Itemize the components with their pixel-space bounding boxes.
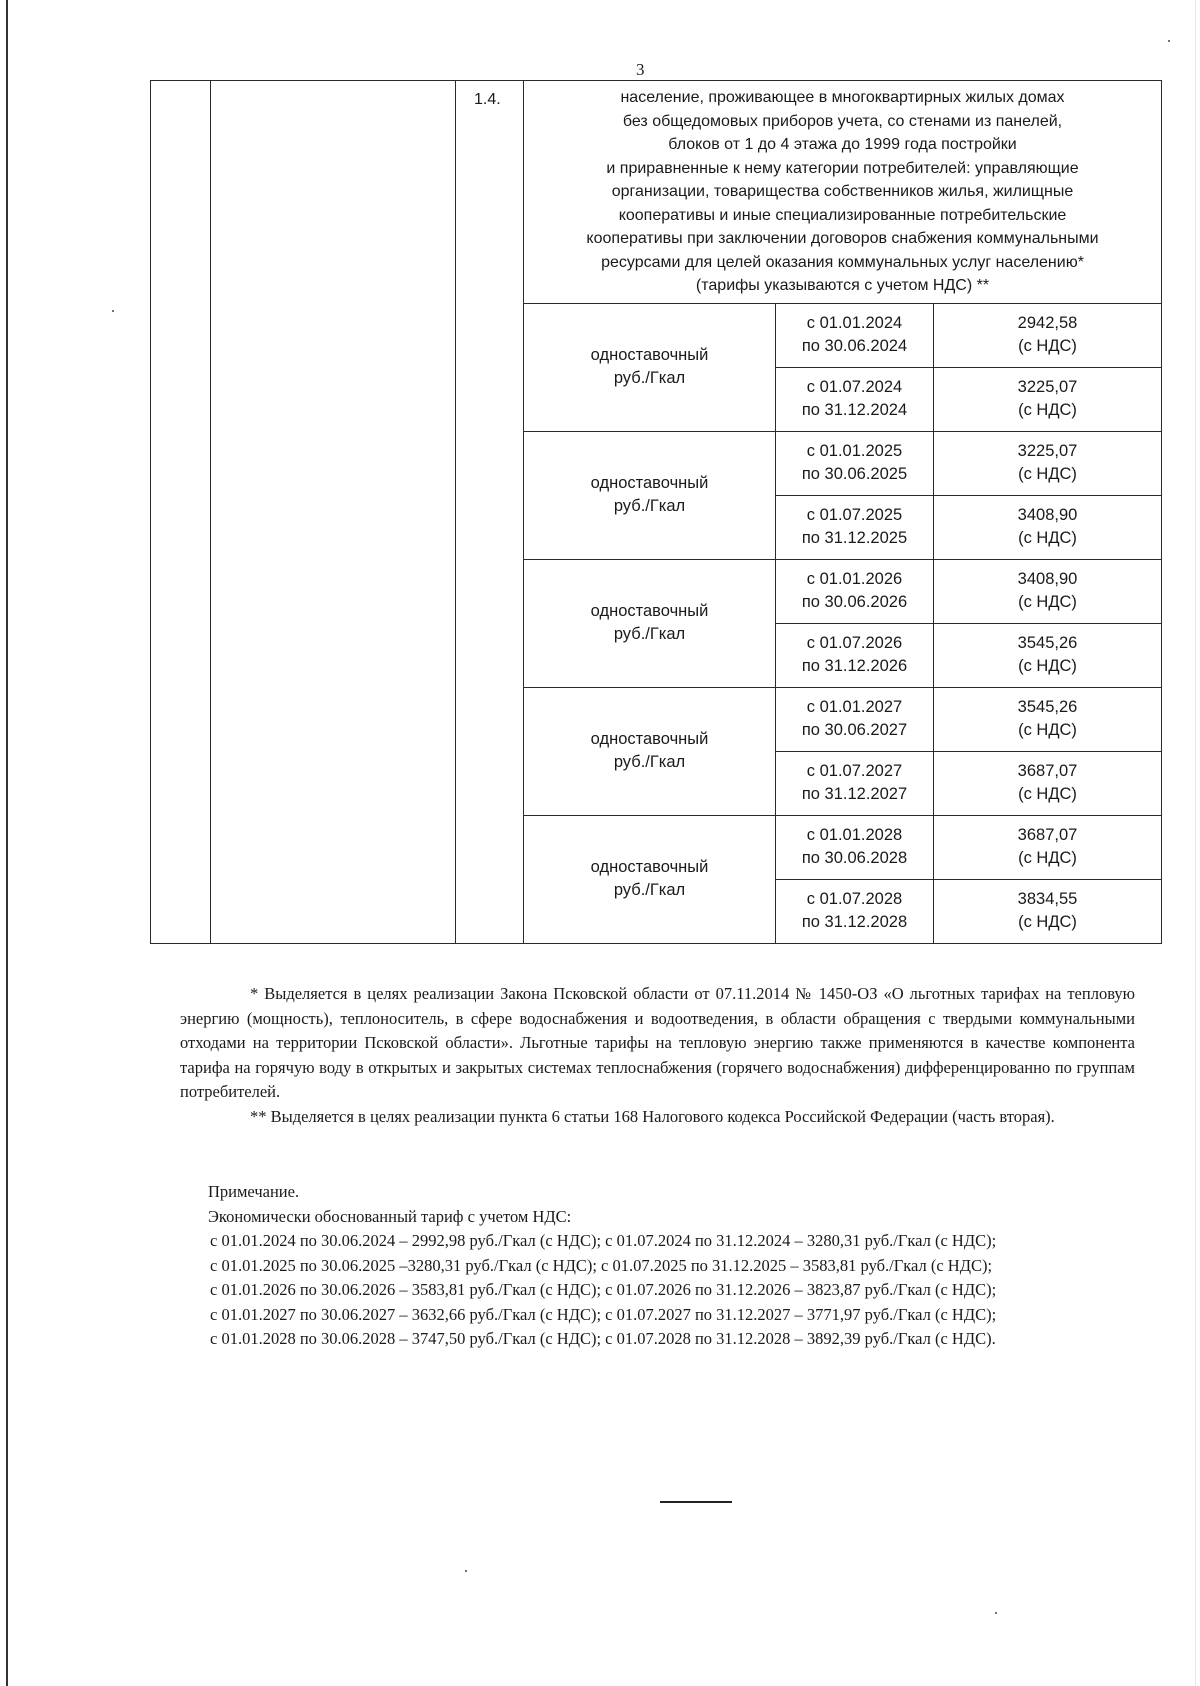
tariff-value: 3545,26 [1017,634,1078,653]
rate-type-cell [524,303,776,431]
period-to: по 31.12.2025 [801,529,908,548]
period-from: с 01.01.2027 [806,698,903,717]
period-cell [776,687,934,751]
tariff-vat-note: (с НДС) [1018,657,1077,676]
tariff-value: 2942,58 [1017,314,1078,333]
scan-speck [1168,40,1170,42]
tariff-vat-note: (с НДС) [1018,401,1077,420]
period-cell [776,751,934,815]
note-subtitle: Экономически обоснованный тариф с учетом НДС: [208,1206,572,1226]
group-description-line: организации, товарищества собственников жилья, жилищные [611,183,1074,201]
tariff-value: 3834,55 [1017,890,1078,909]
rate-type-cell [524,431,776,559]
period-from: с 01.07.2028 [806,890,903,909]
group-description-line: и приравненные к нему категории потребителей: управляющие [606,159,1079,177]
tariff-vat-note: (с НДС) [1018,913,1077,932]
note-section [180,1180,1135,1352]
footnote-preferential-tariffs: * Выделяется в целях реализации Закона Псковской области от 07.11.2014 № 1450-ОЗ «О льготных тарифах на тепловую энергию (мощность), теплоноситель, в сфере водоснабжения и водоотведения, в области обращения с твердыми коммунальными отходами на территории Псковской области». Льготные тарифы на тепловую энергию также применяются в качестве компонента тарифа на горячую воду в открытых и закрытых системах теплоснабжения (горячего водоснабжения) дифференцированно по группам потребителей. [180,984,1135,1101]
period-cell [776,815,934,879]
rate-type-label: одноставочный [590,730,709,749]
tariff-cell [934,559,1162,623]
rate-type-label: одноставочный [590,858,709,877]
tariff-value: 3408,90 [1017,506,1078,525]
period-from: с 01.07.2025 [806,506,903,525]
page-number: 3 [636,60,645,79]
rate-unit-label: руб./Гкал [613,369,686,388]
period-cell [776,431,934,495]
period-to: по 30.06.2024 [801,337,908,356]
tariff-cell [934,815,1162,879]
period-to: по 31.12.2028 [801,913,908,932]
rate-type-label: одноставочный [590,474,709,493]
tariff-value: 3687,07 [1017,762,1078,781]
end-of-document-rule [660,1501,732,1503]
period-cell [776,879,934,943]
tariff-cell [934,431,1162,495]
rate-unit-label: руб./Гкал [613,881,686,900]
group-description-line: ресурсами для целей оказания коммунальных услуг населению* [601,253,1084,271]
footnotes [180,982,1135,1129]
period-from: с 01.01.2026 [806,570,903,589]
tariff-value: 3545,26 [1017,698,1078,717]
rate-type-label: одноставочный [590,346,709,365]
tariff-vat-note: (с НДС) [1018,465,1077,484]
rate-type-cell [524,815,776,943]
period-from: с 01.07.2026 [806,634,903,653]
group-description-line: население, проживающее в многоквартирных жилых домах [620,89,1065,107]
period-cell [776,559,934,623]
tariff-value: 3687,07 [1017,826,1078,845]
rate-type-cell [524,687,776,815]
tariff-value: 3408,90 [1017,570,1078,589]
group-description-line: кооперативы при заключении договоров снабжения коммунальными [586,230,1099,248]
tariff-vat-note: (с НДС) [1018,593,1077,612]
note-title: Примечание. [208,1182,300,1201]
period-to: по 30.06.2026 [801,593,908,612]
blank-column-1 [151,81,211,944]
note-line: с 01.01.2024 по 30.06.2024 – 2992,98 руб./Гкал (с НДС); с 01.07.2024 по 31.12.2024 – 3280,31 руб./Гкал (с НДС); [210,1231,997,1250]
rate-unit-label: руб./Гкал [613,753,686,772]
footnote-vat: ** Выделяется в целях реализации пункта 6 статьи 168 Налогового кодекса Российской Федерации (часть вторая). [250,1106,1055,1126]
scan-speck [112,310,114,312]
tariff-cell [934,623,1162,687]
period-to: по 30.06.2027 [801,721,908,740]
period-cell [776,623,934,687]
scan-speck [465,1570,467,1572]
blank-column-2 [211,81,456,944]
tariff-cell [934,751,1162,815]
period-from: с 01.01.2028 [806,826,903,845]
tariff-vat-note: (с НДС) [1018,529,1077,548]
tariff-vat-note: (с НДС) [1018,785,1077,804]
period-to: по 30.06.2025 [801,465,908,484]
tariff-cell [934,367,1162,431]
row-number: 1.4. [456,81,524,944]
tariff-vat-note: (с НДС) [1018,721,1077,740]
period-to: по 31.12.2024 [801,401,908,420]
tariff-value: 3225,07 [1017,442,1078,461]
rate-type-label: одноставочный [590,602,709,621]
period-to: по 31.12.2026 [801,657,908,676]
tariff-vat-note: (с НДС) [1018,337,1077,356]
tariff-cell [934,495,1162,559]
period-to: по 31.12.2027 [801,785,908,804]
period-from: с 01.01.2025 [806,442,903,461]
tariff-cell [934,303,1162,367]
tariff-vat-note: (с НДС) [1018,849,1077,868]
scan-speck [995,1612,997,1614]
group-description-line: (тарифы указываются с учетом НДС) ** [695,277,990,295]
scan-left-border [6,0,8,1686]
tariff-table [150,80,1162,944]
tariff-cell [934,879,1162,943]
period-from: с 01.01.2024 [806,314,903,333]
note-line: с 01.01.2027 по 30.06.2027 – 3632,66 руб./Гкал (с НДС); с 01.07.2027 по 31.12.2027 – 3771,97 руб./Гкал (с НДС); [210,1304,997,1324]
period-from: с 01.07.2027 [806,762,903,781]
note-line: с 01.01.2028 по 30.06.2028 – 3747,50 руб./Гкал (с НДС); с 01.07.2028 по 31.12.2028 – 3892,39 руб./Гкал (с НДС). [210,1329,996,1348]
rate-unit-label: руб./Гкал [613,625,686,644]
rate-type-cell [524,559,776,687]
tariff-cell [934,687,1162,751]
group-description-line: без общедомовых приборов учета, со стенами из панелей, [622,112,1063,130]
period-cell [776,495,934,559]
period-from: с 01.07.2024 [806,378,903,397]
period-cell [776,303,934,367]
note-line: с 01.01.2026 по 30.06.2026 – 3583,81 руб./Гкал (с НДС); с 01.07.2026 по 31.12.2026 – 3823,87 руб./Гкал (с НДС); [210,1280,997,1299]
group-description-line: кооперативы и иные специализированные потребительские [618,206,1067,224]
rate-unit-label: руб./Гкал [613,497,686,516]
period-to: по 30.06.2028 [801,849,908,868]
tariff-value: 3225,07 [1017,378,1078,397]
note-line: с 01.01.2025 по 30.06.2025 –3280,31 руб./Гкал (с НДС); с 01.07.2025 по 31.12.2025 – 3583,81 руб./Гкал (с НДС); [210,1255,993,1275]
scan-right-border [1195,0,1196,1686]
group-description-line: блоков от 1 до 4 этажа до 1999 года постройки [668,136,1017,154]
consumer-group-description [524,81,1162,304]
period-cell [776,367,934,431]
